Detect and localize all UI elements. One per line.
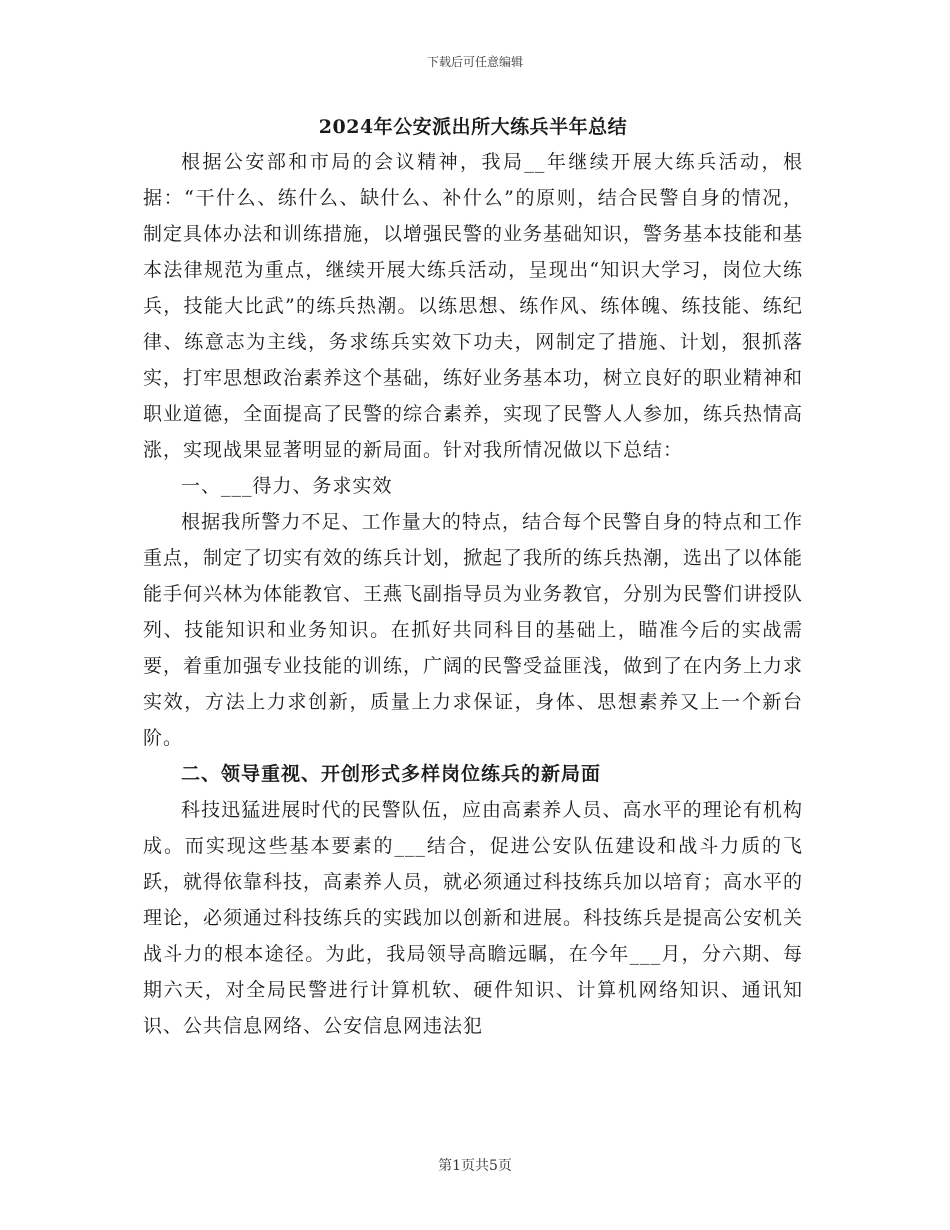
section-2-heading: 二、领导重视、开创形式多样岗位练兵的新局面 xyxy=(181,763,602,785)
intro-paragraph: 根据公安部和市局的会议精神，我局__年继续开展大练兵活动，根据：“干什么、练什么、缺什么、补什么”的原则，结合民警自身的情况，制定具体办法和训练措施，以增强民警的业务基础知识，警务基本技能和基本法律规范为重点，继续开展大练兵活动，呈现出“知识大学习，岗位大练兵，技能大比武”的练兵热潮。以练思想、练作风、练体魄、练技能、练纪律、练意志为主线，务求练兵实效下功夫，网制定了措施、计划，狠抓落实，打牢思想政治素养这个基础，练好业务基本功，树立良好的职业精神和职业道德，全面提高了民警的综合素养，实现了民警人人参加，练兵热情高涨，实现战果显著明显的新局面。针对我所情况做以下总结： xyxy=(143,151,804,461)
section-1-paragraph: 根据我所警力不足、工作量大的特点，结合每个民警自身的特点和工作重点，制定了切实有效的练兵计划，掀起了我所的练兵热潮，选出了以体能能手何兴林为体能教官、王燕飞副指导员为业务教官，分别为民警们讲授队列、技能知识和业务知识。在抓好共同科目的基础上，瞄准今后的实战需要，着重加强专业技能的训练，广阔的民警受益匪浅，做到了在内务上力求实效，方法上力求创新，质量上力求保证，身体、思想素养又上一个新台阶。 xyxy=(143,511,804,749)
document-title: 2024年公安派出所大练兵半年总结 xyxy=(318,116,628,138)
section-2-paragraph: 科技迅猛进展时代的民警队伍，应由高素养人员、高水平的理论有机构成。而实现这些基本要素的___结合，促进公安队伍建设和战斗力质的飞跃，就得依靠科技，高素养人员，就必须通过科技练兵加以培育；高水平的理论，必须通过科技练兵的实践加以创新和进展。科技练兵是提高公安机关战斗力的根本途径。为此，我局领导高瞻远瞩，在今年___月，分六期、每期六天，对全局民警进行计算机软、硬件知识、计算机网络知识、通讯知识、公共信息网络、公安信息网违法犯 xyxy=(143,799,804,1037)
page-footer: 第1页共5页 xyxy=(438,1158,512,1174)
document-body xyxy=(143,110,803,1044)
header-note: 下载后可任意编辑 xyxy=(426,55,523,69)
section-1-heading: 一、___得力、务求实效 xyxy=(181,475,393,497)
